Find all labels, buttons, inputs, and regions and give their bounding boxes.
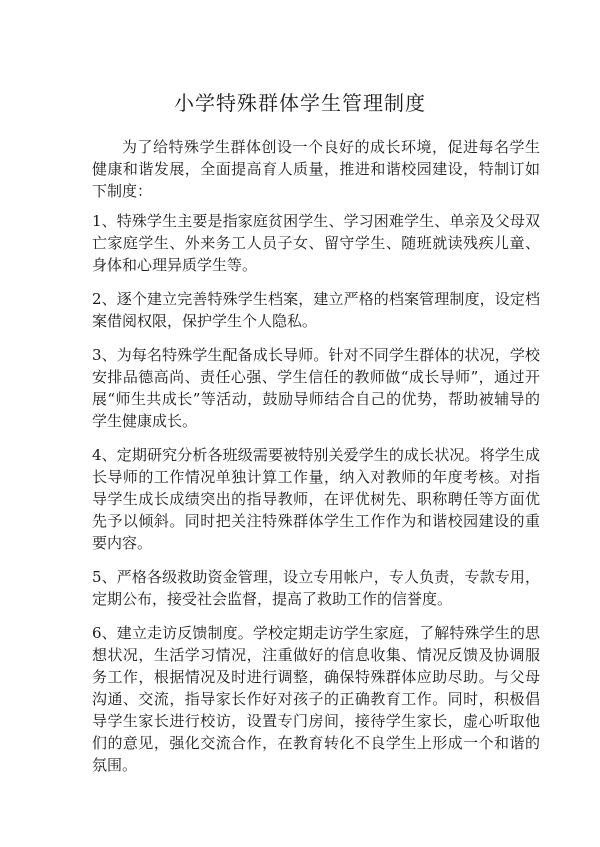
document-body xyxy=(92,136,540,788)
rule-paragraph-5: 5、严格各级救助资金管理，设立专用帐户，专人负责，专款专用，定期公布，接受社会监督，提高了救助工作的信誉度。 xyxy=(92,568,540,608)
rule-paragraph-2: 2、逐个建立完善特殊学生档案，建立严格的档案管理制度，设定档案借阅权限，保护学生个人隐私。 xyxy=(92,290,540,330)
document-title: 小学特殊群体学生管理制度 xyxy=(174,91,426,115)
rule-paragraph-4: 4、定期研究分析各班级需要被特别关爱学生的成长状况。将学生成长导师的工作情况单独计算工作量，纳入对教师的年度考核。对指导学生成长成绩突出的指导教师，在评优树先、职称聘任等方面优先予以倾斜。同时把关注特殊群体学生工作作为和谐校园建设的重要内容。 xyxy=(92,446,540,552)
rule-paragraph-3: 3、为每名特殊学生配备成长导师。针对不同学生群体的状况，学校安排品德高尚、责任心强、学生信任的教师做“成长导师”，通过开展“师生共成长”等活动，鼓励导师结合自己的优势，帮助被辅导的学生健康成长。 xyxy=(92,346,540,430)
intro-paragraph: 为了给特殊学生群体创设一个良好的成长环境，促进每名学生健康和谐发展，全面提高育人质量，推进和谐校园建设，特制订如下制度： xyxy=(92,138,540,200)
rule-paragraph-1: 1、特殊学生主要是指家庭贫困学生、学习困难学生、单亲及父母双亡家庭学生、外来务工人员子女、留守学生、随班就读残疾儿童、身体和心理异质学生等。 xyxy=(92,212,540,274)
rule-paragraph-6: 6、建立走访反馈制度。学校定期走访学生家庭，了解特殊学生的思想状况，生活学习情况，注重做好的信息收集、情况反馈及协调服务工作，根据情况及时进行调整，确保特殊群体应助尽助。与父母沟通、交流，指导家长作好对孩子的正确教育工作。同时，积极倡导学生家长进行校访，设置专门房间，接待学生家长，虚心听取他们的意见，强化交流合作，在教育转化不良学生上形成一个和谐的氛围。 xyxy=(92,624,540,774)
